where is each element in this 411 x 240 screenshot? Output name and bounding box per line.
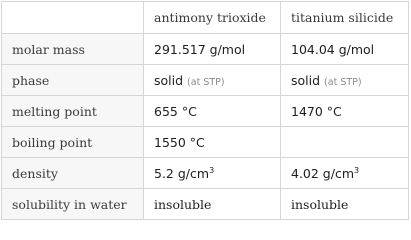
cell-melting-point-titanium-silicide: 1470 °C bbox=[281, 96, 409, 127]
cell-boiling-point-titanium-silicide bbox=[281, 127, 409, 158]
cell-density-antimony-trioxide bbox=[144, 158, 281, 189]
density-value: 4.02 g/cm bbox=[291, 165, 355, 181]
phase-value: solid bbox=[291, 72, 321, 88]
cell-density-titanium-silicide bbox=[281, 158, 409, 189]
row-label-density: density bbox=[2, 158, 144, 189]
cell-solubility-antimony-trioxide: insoluble bbox=[144, 189, 281, 220]
phase-note: (at STP) bbox=[324, 76, 362, 88]
row-label-molar-mass: molar mass bbox=[2, 34, 144, 65]
cell-boiling-point-antimony-trioxide: 1550 °C bbox=[144, 127, 281, 158]
phase-value: solid bbox=[154, 72, 184, 88]
cell-phase-antimony-trioxide bbox=[144, 65, 281, 96]
cell-solubility-titanium-silicide: insoluble bbox=[281, 189, 409, 220]
density-exponent: 3 bbox=[354, 165, 360, 175]
header-cell-titanium-silicide: titanium silicide bbox=[281, 2, 409, 34]
table-row bbox=[2, 158, 409, 189]
cell-melting-point-antimony-trioxide: 655 °C bbox=[144, 96, 281, 127]
table-row bbox=[2, 189, 409, 220]
table-row bbox=[2, 65, 409, 96]
row-label-melting-point: melting point bbox=[2, 96, 144, 127]
row-label-boiling-point: boiling point bbox=[2, 127, 144, 158]
comparison-table-container bbox=[1, 1, 409, 220]
header-cell-antimony-trioxide: antimony trioxide bbox=[144, 2, 281, 34]
phase-note: (at STP) bbox=[187, 76, 225, 88]
density-exponent: 3 bbox=[209, 165, 215, 175]
header-row bbox=[2, 2, 409, 34]
table-row bbox=[2, 34, 409, 65]
row-label-solubility-in-water: solubility in water bbox=[2, 189, 144, 220]
cell-molar-mass-antimony-trioxide: 291.517 g/mol bbox=[144, 34, 281, 65]
table-row bbox=[2, 127, 409, 158]
row-label-phase: phase bbox=[2, 65, 144, 96]
comparison-table bbox=[1, 1, 409, 220]
cell-phase-titanium-silicide bbox=[281, 65, 409, 96]
density-value: 5.2 g/cm bbox=[154, 165, 210, 181]
header-cell-empty bbox=[2, 2, 144, 34]
table-row bbox=[2, 96, 409, 127]
cell-molar-mass-titanium-silicide: 104.04 g/mol bbox=[281, 34, 409, 65]
